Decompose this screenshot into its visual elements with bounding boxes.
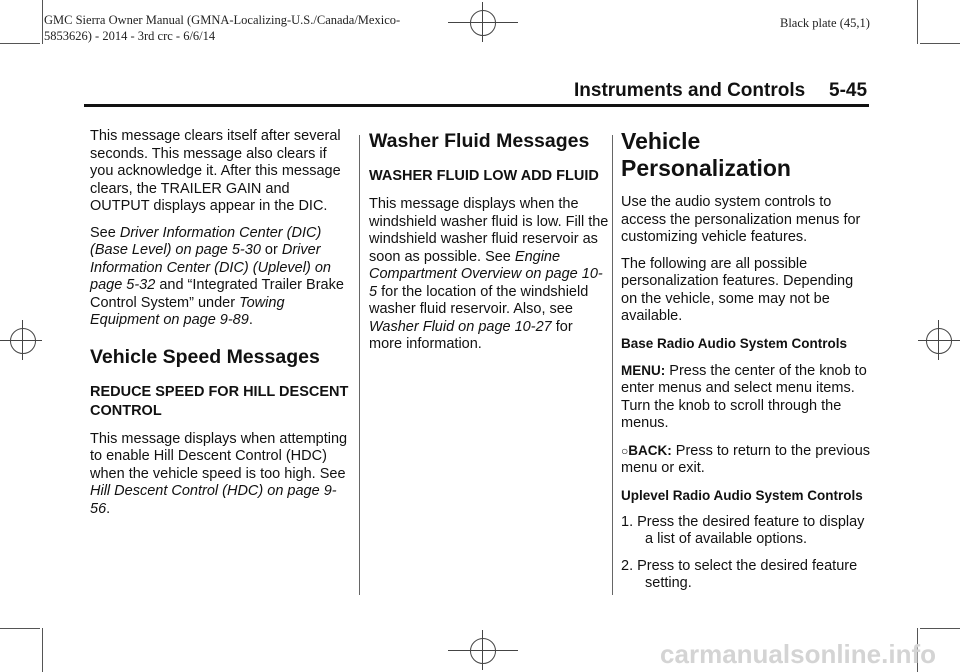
column-2 xyxy=(369,128,609,363)
cross-reference-link[interactable]: Washer Fluid on page 10-27 xyxy=(369,318,552,335)
crop-mark xyxy=(42,0,43,44)
print-metadata xyxy=(44,12,400,44)
back-icon: ○ xyxy=(621,443,629,458)
subheading: Uplevel Radio Audio System Controls xyxy=(621,487,863,503)
menu-label: MENU: xyxy=(621,362,666,378)
crop-mark xyxy=(920,628,960,629)
message-heading: WASHER FLUID LOW ADD FLUID xyxy=(369,168,599,184)
plate-label: Black plate (45,1) xyxy=(780,16,870,30)
paragraph: MENU: Press the center of the knob to enter menus and select menu items. Turn the knob to scroll through the menus. xyxy=(621,362,867,431)
paragraph: ○BACK: Press to return to the previous menu or exit. xyxy=(621,442,871,476)
cross-reference-link[interactable]: Hill Descent Control (HDC) on page 9-56 xyxy=(90,483,337,517)
section-heading: Vehicle Speed Messages xyxy=(90,345,320,368)
column-divider xyxy=(359,135,360,595)
print-metadata-line2: 5853626) - 2014 - 3rd crc - 6/6/14 xyxy=(44,29,216,43)
print-metadata-line1: GMC Sierra Owner Manual (GMNA-Localizing-U.S./Canada/Mexico- xyxy=(44,13,401,27)
paragraph: This message displays when the windshield washer fluid is low. Fill the windshield washer fluid reservoir as soon as possible. See Engine Compartment Overview on page 10-5 for the location of the windshield washer fluid reservoir. Also, see Washer Fluid on page 10-27 for more information. xyxy=(369,196,609,352)
list-item: 1. Press the desired feature to display a list of available options. xyxy=(621,513,865,547)
column-3 xyxy=(621,128,871,602)
section-heading: Vehicle Personalization xyxy=(621,128,791,181)
crop-mark xyxy=(917,0,918,44)
paragraph: See Driver Information Center (DIC) (Base Level) on page 5-30 or Driver Information Center (DIC) (Uplevel) on page 5-32 and “Integrated Trailer Brake Control System” under Towing Equipment on page 9-89. xyxy=(90,224,344,328)
column-1 xyxy=(90,128,352,527)
crop-mark xyxy=(42,628,43,672)
paragraph: This message clears itself after several seconds. This message also clears if you acknowledge it. After this message clears, the TRAILER GAIN and OUTPUT displays appear in the DIC. xyxy=(90,128,341,214)
section-title: Instruments and Controls xyxy=(574,80,806,101)
page-number: 5-45 xyxy=(829,80,868,101)
cross-reference-link[interactable]: Engine Compartment Overview on page 10-5 xyxy=(369,248,603,300)
section-heading: Washer Fluid Messages xyxy=(369,130,590,152)
subheading: Base Radio Audio System Controls xyxy=(621,335,848,351)
back-label: BACK: xyxy=(628,442,672,458)
crop-mark xyxy=(0,43,40,44)
list-item: 2. Press to select the desired feature setting. xyxy=(621,557,858,591)
crop-mark xyxy=(920,43,960,44)
watermark: carmanualsonline.info xyxy=(660,639,936,669)
cross-reference-link[interactable]: Driver Information Center (DIC) (Uplevel) on page 5-32 xyxy=(90,242,331,293)
paragraph: This message displays when attempting to enable Hill Descent Control (HDC) when the vehicle speed is too high. See Hill Descent Control (HDC) on page 9-56. xyxy=(90,430,348,517)
paragraph: The following are all possible personalization features. Depending on the vehicle, some may not be available. xyxy=(621,255,854,324)
paragraph: Use the audio system controls to access the personalization menus for customizing vehicle features. xyxy=(621,194,861,245)
cross-reference-link[interactable]: Driver Information Center (DIC) (Base Level) on page 5-30 xyxy=(90,224,322,258)
cross-reference-link[interactable]: Towing Equipment on page 9-89 xyxy=(90,294,285,328)
header-rule xyxy=(84,104,869,107)
crop-mark xyxy=(0,628,40,629)
column-divider xyxy=(612,135,613,595)
message-heading: REDUCE SPEED FOR HILL DESCENT CONTROL xyxy=(90,383,349,419)
